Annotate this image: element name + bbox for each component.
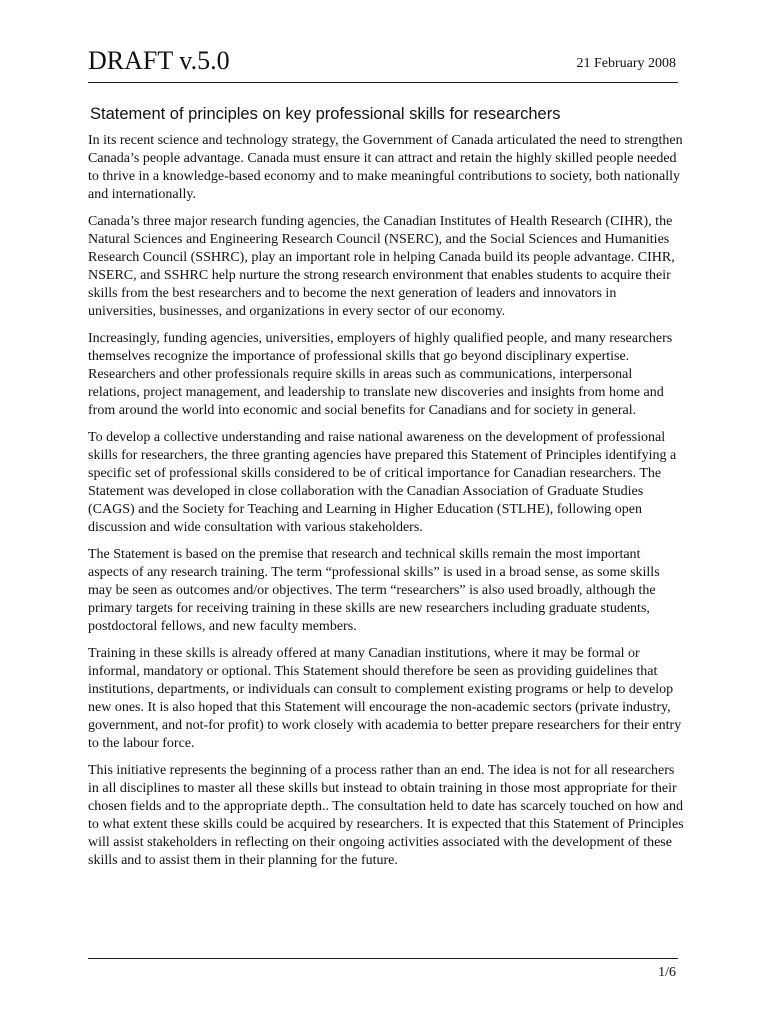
document-body [88,132,684,879]
paragraph-3: Increasingly, funding agencies, universities, employers of highly qualified people, and many researchers themselves recognize the importance of professional skills that go beyond disciplinary expertise. Researchers and other professionals require skills in areas such as communications, interpersonal relations, project management, and leadership to translate new discoveries and insights from home and from around the world into economic and social benefits for Canadians and for society in general. [88,331,673,418]
page-footer [88,958,678,980]
document-heading: Statement of principles on key professional skills for researchers [90,105,561,123]
page-number: 1/6 [658,965,676,980]
page-header [88,46,678,83]
document-date: 21 February 2008 [576,56,676,71]
paragraph-6: Training in these skills is already offered at many Canadian institutions, where it may be formal or informal, mandatory or optional. This Statement should therefore be seen as providing guidelines that institutions, departments, or individuals can consult to complement existing programs or help to develop new ones. It is also hoped that this Statement will encourage the non-academic sectors (private industry, government, and not-for profit) to work closely with academia to better prepare researchers for their entry to the labour force. [88,646,682,751]
draft-title: DRAFT v.5.0 [88,46,230,75]
paragraph-1: In its recent science and technology strategy, the Government of Canada articulated the need to strengthen Canada’s people advantage. Canada must ensure it can attract and retain the highly skilled people needed to thrive in a knowledge-based economy and to make meaningful contributions to society, both nationally and internationally. [88,133,683,202]
paragraph-5: The Statement is based on the premise that research and technical skills remain the most important aspects of any research training. The term “professional skills” is used in a broad sense, as some skills may be seen as outcomes and/or objectives. The term “researchers” is also used broadly, although the primary targets for receiving training in these skills are new researchers including graduate students, postdoctoral fellows, and new faculty members. [88,547,660,634]
paragraph-7: This initiative represents the beginning of a process rather than an end. The idea is not for all researchers in all disciplines to master all these skills but instead to obtain training in those most appropriate for their chosen fields and to the appropriate depth.. The consultation held to date has scarcely touched on how and to what extent these skills could be acquired by researchers. It is expected that this Statement of Principles will assist stakeholders in reflecting on their ongoing activities associated with the development of these skills and to assist them in their planning for the future. [88,763,684,868]
paragraph-4: To develop a collective understanding and raise national awareness on the development of professional skills for researchers, the three granting agencies have prepared this Statement of Principles identifying a specific set of professional skills considered to be of critical importance for Canadian researchers. The Statement was developed in close collaboration with the Canadian Association of Graduate Studies (CAGS) and the Society for Teaching and Learning in Higher Education (STLHE), following open discussion and wide consultation with various stakeholders. [88,430,677,535]
paragraph-2: Canada’s three major research funding agencies, the Canadian Institutes of Health Research (CIHR), the Natural Sciences and Engineering Research Council (NSERC), and the Social Sciences and Humanities Research Council (SSHRC), play an important role in helping Canada build its people advantage. CIHR, NSERC, and SSHRC help nurture the strong research environment that enables students to acquire their skills from the best researchers and to become the next generation of leaders and innovators in universities, businesses, and organizations in every sector of our economy. [88,214,675,319]
